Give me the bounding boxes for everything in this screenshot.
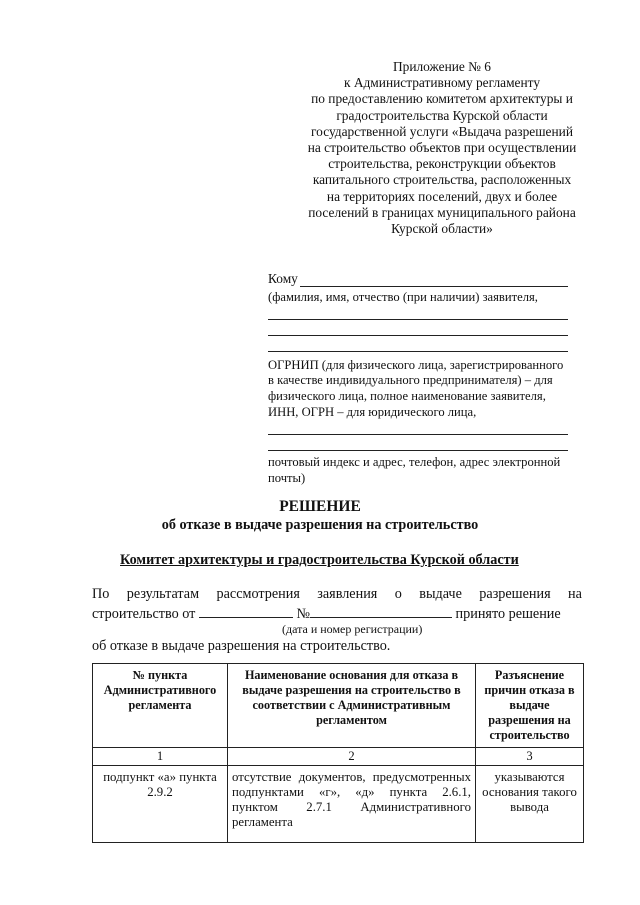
number-sign: №	[296, 606, 310, 622]
appendix-line: на строительство объектов при осуществлении	[307, 140, 577, 156]
cell-reason: отсутствие документов, предусмотренных подпунктами «г», «д» пункта 2.6.1, пунктом 2.7.1 Административного регламента	[228, 766, 476, 843]
header-reason: Наименование основания для отказа в выдаче разрешения на строительство в соответствии с Административным регламентом	[228, 664, 476, 748]
blank-line[interactable]	[268, 420, 568, 435]
decision-paragraph-line1	[92, 586, 582, 603]
to-label: Кому	[268, 271, 298, 286]
reg-number-blank[interactable]	[310, 604, 452, 618]
decision-paragraph-line3: об отказе в выдаче разрешения на строительство.	[92, 638, 391, 654]
appendix-line: поселений в границах муниципального района	[308, 204, 576, 220]
blank-line[interactable]	[268, 436, 568, 451]
header-explanation: Разъяснение причин отказа в выдаче разрешения на строительство	[476, 664, 584, 748]
appendix-line: градостроительства Курской области	[336, 107, 548, 123]
para-word: По	[92, 586, 110, 602]
ogrn-line: ИНН, ОГРН – для юридического лица,	[268, 404, 477, 419]
para-word: на	[568, 586, 582, 602]
appendix-line: Курской области»	[391, 221, 493, 237]
cell-point: подпункт «а» пункта 2.9.2	[93, 766, 228, 843]
to-field	[268, 271, 568, 287]
col-number: 1	[93, 748, 228, 766]
name-hint: (фамилия, имя, отчество (при наличии) заявителя,	[268, 289, 538, 304]
to-blank-line[interactable]	[300, 272, 568, 287]
table-number-row	[93, 748, 584, 766]
refusal-reasons-table	[92, 663, 584, 843]
appendix-line: капитального строительства, расположенных	[312, 172, 572, 188]
address-line: почтовый индекс и адрес, телефон, адрес электронной	[268, 454, 561, 469]
date-blank[interactable]	[199, 604, 293, 618]
decision-title: РЕШЕНИЕ	[279, 498, 361, 515]
appendix-line: государственной услуги «Выдача разрешений	[311, 123, 573, 139]
decision-subtitle: об отказе в выдаче разрешения на строительство	[161, 517, 479, 533]
para-word: заявления	[317, 586, 378, 602]
recipient-block	[268, 271, 568, 486]
para-word: результатам	[126, 586, 200, 602]
para-word: о	[394, 586, 402, 602]
committee-text: Комитет архитектуры и градостроительства Курской области	[120, 552, 519, 568]
blank-line[interactable]	[268, 305, 568, 320]
para-word: выдаче	[419, 586, 462, 602]
para-text: принято решение	[455, 606, 561, 622]
appendix-line: по предоставлению комитетом архитектуры и	[311, 91, 573, 107]
address-line: почты)	[268, 470, 306, 485]
appendix-header	[280, 59, 604, 237]
appendix-line: строительства, реконструкции объектов	[328, 156, 556, 172]
registration-caption: (дата и номер регистрации)	[282, 622, 423, 636]
para-text: строительство от	[92, 606, 196, 622]
table-row	[93, 766, 584, 843]
appendix-line: Приложение № 6	[392, 59, 492, 74]
appendix-line: на территориях поселений, двух и более	[326, 188, 558, 204]
ogrn-line: физического лица, полное наименование заявителя,	[268, 389, 546, 404]
header-point: № пункта Административного регламента	[93, 664, 228, 748]
col-number: 2	[228, 748, 476, 766]
appendix-line: к Административному регламенту	[343, 75, 541, 91]
para-word: разрешения	[479, 586, 551, 602]
blank-line[interactable]	[268, 337, 568, 352]
blank-line[interactable]	[268, 321, 568, 336]
table-header-row	[93, 664, 584, 748]
ogrn-line: в качестве индивидуального предпринимателя) – для	[268, 373, 553, 388]
col-number: 3	[476, 748, 584, 766]
ogrn-line: ОГРНИП (для физического лица, зарегистрированного	[268, 357, 564, 372]
committee-name	[90, 552, 580, 569]
para-word: рассмотрения	[216, 586, 300, 602]
cell-explanation: указываются основания такого вывода	[476, 766, 584, 843]
decision-paragraph-line2	[92, 604, 582, 623]
